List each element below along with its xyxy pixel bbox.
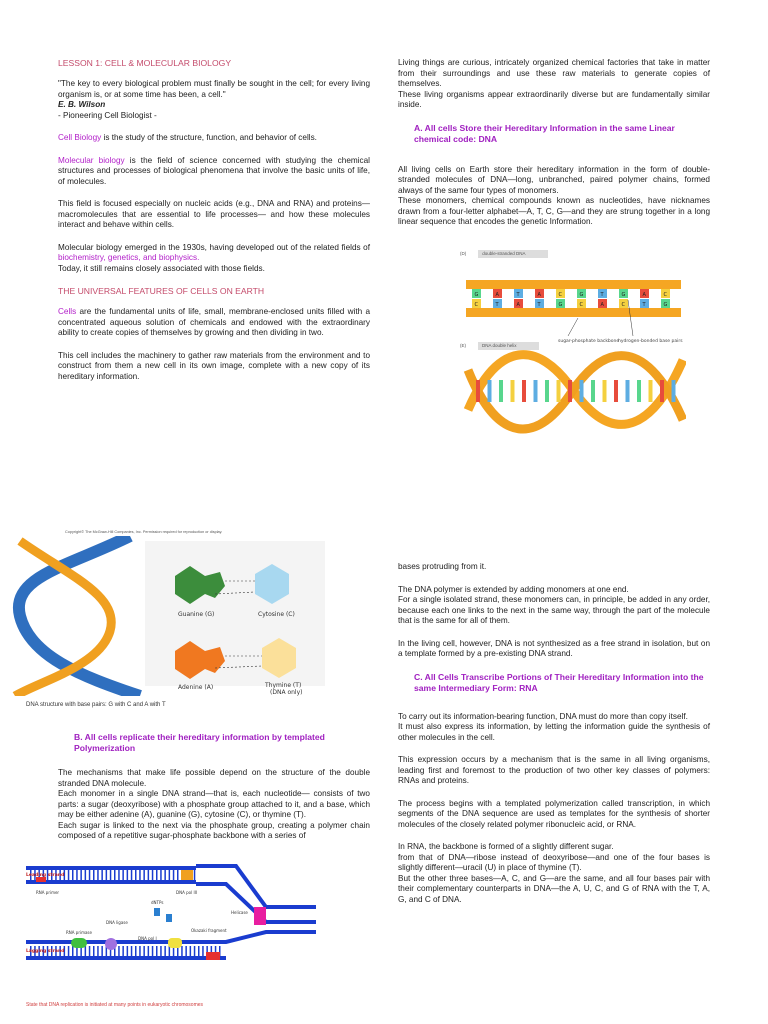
leading-rung [135,870,137,880]
intro-paragraph: Living things are curious, intricately organized chemical factories that take in matter from their surroundings and use these raw materials to generate copies of themselves. [398,58,710,88]
lagging-rung [97,946,99,956]
intro-similar: These living organisms appear extraordinarily diverse but are fundamentally similar inside. [398,89,710,109]
top-backbone [466,280,681,289]
dna-only-label: (DNA only) [270,689,303,696]
dna-pol-i-shape [168,938,182,948]
leading-rung [89,870,91,880]
left-top-column [58,58,370,389]
lagging-rung [148,946,150,956]
lagging-rung [164,946,166,956]
dna-pol-i-label: DNA pol I [138,936,157,941]
thymine-label: Thymine (T) [265,682,302,689]
lagging-rung [152,946,154,956]
author-role: - Pioneering Cell Biologist - [58,110,157,120]
section-a-heading: A. All cells Store their Hereditary Information in the same Linear chemical code: DNA [414,122,675,144]
related-fields: biochemistry, genetics, and biophysics. [58,253,200,262]
rna-backbone-paragraph: In RNA, the backbone is formed of a slightly different sugar. [398,842,614,851]
base-pair-svg [10,536,326,696]
molecular-biology-definition [58,156,370,188]
emerged-paragraph [58,243,370,264]
rna-primase-shape [71,938,87,948]
leading-rung [76,870,78,880]
leading-rung [148,870,150,880]
helix-orange-1 [15,541,111,696]
replication-svg [26,852,326,1012]
right-bottom-column [398,562,710,912]
lagging-rung [101,946,103,956]
leading-rung [152,870,154,880]
helix-rung [580,380,584,402]
replication-figure [26,852,326,1012]
lagging-rung [93,946,95,956]
copyright-line: Copyright© The McGraw-Hill Companies, Inc. Permission required for reproduction or display. [65,530,223,534]
helix-rung [626,380,630,402]
leading-rung [68,870,70,880]
monomers-paragraph: These monomers, chemical compounds known as nucleotides, have nicknames drawn from a four-letter alphabet—A, T, C, G—and they are strung together in a long linear sequence that encodes the genetic Information. [398,196,710,226]
quote: "The key to every biological problem must finally be sought in the cell; for every living organism is, or at some time has been, a cell." [58,79,370,99]
base-top-letter: G [579,292,584,298]
helix-rung [660,380,664,402]
lesson-title: LESSON 1: CELL & MOLECULAR BIOLOGY [58,58,232,68]
helix-rung [649,380,653,402]
hbond-label: hydrogen-bonded base pairs [618,339,683,344]
lagging-rung [68,946,70,956]
leading-rung [122,870,124,880]
helix-rung [603,380,607,402]
rna-primer-label: RNA primer [36,890,60,895]
helix-rung [522,380,526,402]
replication-caption: State that DNA replication is initiated at many points in eukaryotic chromosomes [26,1002,204,1008]
leading-rung [156,870,158,880]
bottom-backbone [466,308,681,317]
emerged-text: Molecular biology emerged in the 1930s, having developed out of the related fields of [58,242,370,252]
fig-d-title: double-stranded DNA [478,250,547,258]
base-bottom-letter: C [621,302,625,308]
dna-ligase-label: DNA ligase [106,920,128,925]
lagging-rung [122,946,124,956]
section-c-heading: C. All Cells Transcribe Portions of Their Hereditary Information into the same Intermediary Form: RNA [414,671,704,693]
monomer-paragraph: Each monomer in a single DNA strand—that is, each nucleotide— consists of two parts: a sugar (deoxyribose) with a phosphate group attached to it, and a base, which may be either adenine (A), guanine (G), cytosine (C), or thymine (T). [58,789,370,819]
mechanisms-paragraph: The mechanisms that make life possible depend on the structure of the double stranded DNA molecule. [58,768,370,788]
base-top-letter: C [663,292,667,298]
helix-rung [614,380,618,402]
helix-rung [591,380,595,402]
dna-pol-iii-shape [181,870,193,880]
lagging-rung [139,946,141,956]
leading-rung [80,870,82,880]
helix-rung [545,380,549,402]
leading-strand-top [26,866,196,870]
base-bottom-letter: T [495,302,499,308]
lagging-strand-bottom [26,956,226,960]
dntp-shape-2 [166,914,172,922]
backbone-pointer [568,318,578,336]
figure-panel-bg [145,541,325,686]
extended-paragraph: The DNA polymer is extended by adding monomers at one end. [398,584,629,594]
universal-heading: THE UNIVERSAL FEATURES OF CELLS ON EARTH [58,286,265,296]
isolated-strand-paragraph: For a single isolated strand, these monomers can, in principle, be added in any order, because each one links to the next in the same way, through the part of the molecule that is the same for all of them. [398,595,710,625]
cytosine-label: Cytosine (C) [258,611,295,618]
leading-rung [110,870,112,880]
cells-term: Cells [58,307,77,316]
lagging-rung [135,946,137,956]
lagging-rung [143,946,145,956]
fig-e-title: DNA double helix [478,342,539,350]
fig-d-label: (D) [460,251,467,256]
base-pair-caption: DNA structure with base pairs: G with C and A with T [26,702,166,708]
rna-primase-label: RNA primase [66,930,92,935]
quote-author: E. B. Wilson [58,100,106,109]
base-bottom-letter: G [558,302,563,308]
dntps-label: dNTPs [151,900,164,905]
backbone-label: sugar-phosphate backbone [558,339,620,344]
base-top-letter: G [474,292,479,298]
molecular-biology-text: is the field of science concerned with studying the chemical structures and processes of biological phenomena that involve the basic units of life, of molecules. [58,155,370,186]
express-paragraph: It must also express its information, by letting the information guide the synthesis of other molecules in the cell. [398,722,710,742]
lagging-rung [190,946,192,956]
transcription-paragraph: The process begins with a templated polymerization called transcription, in which segments of the DNA sequence are used as templates for the synthesis of shorter molecules of the closely related polymer ribonucleic acid, or RNA. [398,798,710,829]
leading-rung [127,870,129,880]
section-b-heading: B. All cells replicate their hereditary information by templated Polymerization [74,732,325,753]
leading-rung [118,870,120,880]
base-bottom-letter: G [663,302,668,308]
molecular-biology-term: Molecular biology [58,155,125,165]
helix-blue-1 [19,536,140,696]
base-top-letter: A [642,292,646,298]
base-pairing-paragraph: But the other three bases—A, C, and G—are the same, and all four bases pair with their complementary counterparts in DNA—the A, U, C, and G of RNA with the T, A, G, and C of DNA. [398,873,710,904]
base-bottom-letter: T [642,302,646,308]
leading-rung [85,870,87,880]
fig-d-header [460,250,548,258]
helix-rung [499,380,503,402]
cell-biology-definition [58,133,370,144]
cells-definition [58,307,370,339]
carry-out-paragraph: To carry out its information-bearing function, DNA must do more than copy itself. [398,711,688,721]
base-top-letter: C [558,292,562,298]
lagging-strand-label: Lagging strand [26,949,65,954]
base-bottom-letter: C [579,302,583,308]
cell-biology-text: is the study of the structure, function, and behavior of cells. [101,133,317,142]
base-top-letter: A [495,292,499,298]
lagging-rung [194,946,196,956]
lagging-rung [72,946,74,956]
dna-ligase-shape [105,938,117,950]
base-bottom-letter: T [537,302,541,308]
leading-rung [106,870,108,880]
guanine-label: Guanine (G) [178,611,215,618]
fig-e-label: (E) [460,343,466,348]
helix-rung [672,380,676,402]
lagging-rung [185,946,187,956]
lagging-rung [169,946,171,956]
cells-text: are the fundamental units of life, small, membrane-enclosed units filled with a concentrated aqueous solution of chemicals and endowed with the extraordinary ability to create copies of themselves by growing and then dividing in two. [58,307,370,337]
base-bottom-letter: A [516,302,520,308]
leading-rung [114,870,116,880]
base-bottom-letter: C [474,302,478,308]
field-focus: This field is focused especially on nucleic acids (e.g., DNA and RNA) and proteins—macromolecules that are essential to life processes— and how these molecules interact and behave within cells. [58,199,370,229]
lagging-rung [160,946,162,956]
lagging-rung [198,946,200,956]
leading-rung [131,870,133,880]
leading-rung [160,870,162,880]
lagging-rung [156,946,158,956]
emerged-today: Today, it still remains closely associated with those fields. [58,263,265,273]
lagging-rung [181,946,183,956]
leading-rung [101,870,103,880]
lagging-rung [85,946,87,956]
expression-paragraph: This expression occurs by a mechanism that is the same in all living organisms, leading first and foremost to the production of two other key classes of polymers: RNAs and proteins. [398,755,710,785]
helix-rung [476,380,480,402]
base-top-letter: T [600,292,604,298]
fork-upper [196,866,316,907]
leading-rung [139,870,141,880]
lagging-rung [131,946,133,956]
leading-rung [169,870,171,880]
dna-figure-top [458,250,686,434]
base-top-letter: T [516,292,520,298]
dntp-shape-1 [154,908,160,916]
leading-rung [93,870,95,880]
helix-rung [637,380,641,402]
helicase-label: Helicase [231,910,248,915]
leading-rung [164,870,166,880]
leading-rung [72,870,74,880]
lagging-rung [118,946,120,956]
base-pair-figure [10,528,326,714]
helicase-shape [254,907,266,925]
leading-rung [194,870,196,880]
helix-rung [488,380,492,402]
living-cell-paragraph: In the living cell, however, DNA is not synthesized as a free strand in isolation, but on a template formed by a pre-existing DNA strand. [398,638,710,658]
base-top-letter: A [537,292,541,298]
lagging-primer-mark [206,952,220,960]
helix-rung [568,380,572,402]
right-top-column [398,58,710,235]
left-bottom-column [58,732,370,849]
base-top-letter: G [621,292,626,298]
machinery-paragraph: This cell includes the machinery to gather raw materials from the environment and to construct from them a new cell in its own image, complete with a new copy of its hereditary information. [58,350,370,381]
leading-rung [97,870,99,880]
lagging-rung [89,946,91,956]
leading-rung [143,870,145,880]
ribose-paragraph: from that of DNA—ribose instead of deoxyribose—and one of the four bases is slightly different—uracil (U) in place of thymine (T). [398,852,710,872]
leading-rung [177,870,179,880]
leading-strand-label: Leading strand [26,873,65,878]
lagging-rung [202,946,204,956]
store-paragraph: All living cells on Earth store their hereditary information in the form of double-stranded molecules of DNA—long, unbranched, paired polymer chains, formed always of the same four types of monomers. [398,164,710,195]
helix-rung [534,380,538,402]
dna-pol-iii-label: DNA pol III [176,890,197,895]
okazaki-label: Okazaki fragment [191,928,227,933]
double-helix-svg [458,350,686,436]
helix-rung [511,380,515,402]
bases-protruding: bases protruding from it. [398,562,487,571]
fig-e-header [460,342,539,350]
cell-biology-term: Cell Biology [58,133,102,142]
adenine-label: Adenine (A) [178,684,214,691]
leading-strand-bottom [26,880,196,884]
sugar-paragraph: Each sugar is linked to the next via the phosphate group, creating a polymer chain composed of a repetitive sugar-phosphate backbone with a series of [58,820,370,840]
base-bottom-letter: A [600,302,604,308]
lagging-rung [127,946,129,956]
leading-rung [173,870,175,880]
helix-rung [557,380,561,402]
hbond-pointer [628,300,633,336]
